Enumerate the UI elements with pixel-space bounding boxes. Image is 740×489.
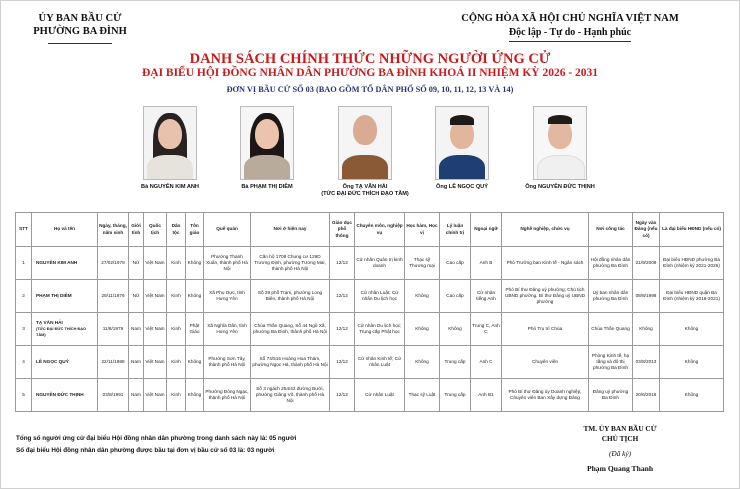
- cell-hometown: Phường Thanh Xuân, thành phố Hà Nội: [204, 247, 251, 280]
- cell-religion: Phật Giáo: [186, 313, 204, 346]
- cell-hometown: Phường Sơn Tây, thành phố Hà Nội: [204, 346, 251, 379]
- cell-degree: Thạc sỹ Thương mại: [405, 247, 440, 280]
- summary-elected: Số đại biểu Hội đồng nhân dân phường được bầu tại đơn vị bầu cử số 03 là: 03 người: [16, 446, 275, 454]
- cell-dob: 11/8/1979: [98, 313, 129, 346]
- cell-education: 12/12: [330, 247, 355, 280]
- candidate-photo: [240, 106, 294, 180]
- candidate-card: [407, 106, 517, 191]
- cell-stt: 2: [16, 280, 32, 313]
- col-header: Tôn giáo: [186, 213, 204, 247]
- signature-title: CHỦ TỊCH: [601, 434, 639, 443]
- cell-hdnd: Đại biểu HĐND phường Ba Đình (nhiệm kỳ 2021-2026): [660, 247, 724, 280]
- candidate-caption: Ông TẠ VĂN HẢI (TỨC ĐẠI ĐỨC THÍCH ĐẠO TÂM): [321, 184, 409, 197]
- cell-party-date: 21/9/2009: [633, 247, 660, 280]
- col-header: Giáo dục phổ thông: [330, 213, 355, 247]
- cell-occupation: Chuyên viên: [502, 346, 589, 379]
- cell-gender: Nữ: [129, 247, 144, 280]
- cell-workplace: Đảng uỷ phường Ba Đình: [589, 379, 633, 412]
- table-row: [16, 280, 724, 313]
- col-header: Nghề nghiệp, chức vụ: [502, 213, 589, 247]
- cell-politics: Trung cấp: [440, 346, 471, 379]
- cell-hdnd: Không: [660, 313, 724, 346]
- document-subtitle: ĐẠI BIỂU HỘI ĐỒNG NHÂN DÂN PHƯỜNG BA ĐÌNH KHOÁ II NHIỆM KỲ 2026 - 2031: [141, 67, 599, 79]
- cell-gender: Nam: [129, 313, 144, 346]
- issuer-line-1: ỦY BAN BẦU CỬ: [38, 13, 122, 24]
- cell-stt: 5: [16, 379, 32, 412]
- cell-ethnic: Kinh: [167, 280, 186, 313]
- cell-politics: Trung cấp: [440, 379, 471, 412]
- cell-language: Anh B1: [471, 379, 502, 412]
- cell-gender: Nam: [129, 379, 144, 412]
- cell-name: NGUYỄN ĐỨC THỊNH: [32, 379, 98, 412]
- cell-ethnic: Kinh: [167, 313, 186, 346]
- cell-specialty: Cử nhân Luật: [355, 379, 405, 412]
- candidate-photos: [130, 106, 610, 206]
- cell-stt: 4: [16, 346, 32, 379]
- summary: [16, 433, 296, 456]
- cell-residence: Số 29 phố Trạm, phường Long Biên, thành phố Hà Nội: [251, 280, 330, 313]
- cell-ethnic: Kinh: [167, 247, 186, 280]
- col-header: Quốc tịch: [144, 213, 167, 247]
- cell-hdnd: Không: [660, 379, 724, 412]
- col-header: Họ và tên: [32, 213, 98, 247]
- cell-nationality: Việt Nam: [144, 346, 167, 379]
- cell-language: Cử nhân tiếng Anh: [471, 280, 502, 313]
- cell-nationality: Việt Nam: [144, 247, 167, 280]
- cell-party-date: Không: [633, 313, 660, 346]
- col-header: Dân tộc: [167, 213, 186, 247]
- summary-total: Tổng số người ứng cử đại biểu Hội đồng nhân dân phường trong danh sách này là: 05 người: [16, 435, 297, 442]
- cell-occupation: Phó Bí thư Đảng ủy Doanh nghiệp, Chuyên viên Ban Xây dựng Đảng: [502, 379, 589, 412]
- cell-dob: 27/02/1979: [98, 247, 129, 280]
- cell-occupation: Phó Trụ trì Chùa: [502, 313, 589, 346]
- issuer-divider: [48, 43, 112, 44]
- issuer-header: [26, 12, 134, 44]
- cell-name: TẠ VĂN HẢI (TỨC ĐẠI ĐỨC THÍCH ĐẠO TÂM): [32, 313, 98, 346]
- cell-specialty: Cử nhân Kinh tế; Cử nhân Luật: [355, 346, 405, 379]
- cell-residence: Chùa Thần Quang, Số 44 Ngũ Xã, phường Ba Đình, thành phố Hà Nội: [251, 313, 330, 346]
- col-header: Quê quán: [204, 213, 251, 247]
- cell-language: Trung C, Anh C: [471, 313, 502, 346]
- cell-dob: 22/11/1988: [98, 346, 129, 379]
- candidate-card: [115, 106, 225, 191]
- cell-religion: Không: [186, 379, 204, 412]
- cell-degree: Thạc sỹ Luật: [405, 379, 440, 412]
- signature-org: TM. ỦY BAN BẦU CỬ: [583, 424, 657, 433]
- cell-stt: 3: [16, 313, 32, 346]
- cell-degree: Không: [405, 346, 440, 379]
- cell-hdnd: Không: [660, 346, 724, 379]
- cell-residence: Căn hộ 1708 Chung cư 129D Trương Định, phường Tương Mai, thành phố Hà Nội: [251, 247, 330, 280]
- cell-education: 12/12: [330, 313, 355, 346]
- col-header: Chuyên môn, nghiệp vụ: [355, 213, 405, 247]
- cell-occupation: Phó Bí thư Đảng uỷ phường, Chủ tịch UBND phường, Bí thư Đảng uỷ UBND phường: [502, 280, 589, 313]
- cell-gender: Nam: [129, 346, 144, 379]
- cell-politics: Cao cấp: [440, 247, 471, 280]
- cell-party-date: 20/6/2016: [633, 379, 660, 412]
- cell-hometown: Xã Phụ Dực, tỉnh Hưng Yên: [204, 280, 251, 313]
- cell-party-date: 03/8/2013: [633, 346, 660, 379]
- col-header: Ngày vào Đảng (nếu có): [633, 213, 660, 247]
- cell-name: PHẠM THỊ DIỄM: [32, 280, 98, 313]
- issuer-line-2: PHƯỜNG BA ĐÌNH: [33, 26, 127, 37]
- col-header: Ngày, tháng, năm sinh: [98, 213, 129, 247]
- table-row: [16, 346, 724, 379]
- cell-workplace: Uỷ ban nhân dân phường Ba Đình: [589, 280, 633, 313]
- election-unit: ĐƠN VỊ BẦU CỬ SỐ 03 (BAO GỒM TỔ DÂN PHỐ SỐ 09, 10, 11, 12, 13 VÀ 14): [226, 85, 514, 94]
- col-header: Nơi công tác: [589, 213, 633, 247]
- col-header: Ngoại ngữ: [471, 213, 502, 247]
- national-motto: Độc lập - Tự do - Hạnh phúc: [509, 26, 631, 42]
- cell-name: NGUYỄN KIM ANH: [32, 247, 98, 280]
- col-header: Học hàm, Học vị: [405, 213, 440, 247]
- cell-workplace: Chùa Thần Quang: [589, 313, 633, 346]
- cell-degree: Không: [405, 280, 440, 313]
- candidate-caption: Ông LÊ NGỌC QUÝ: [436, 184, 488, 190]
- cell-hometown: Xã Nghĩa Dân, tỉnh Hưng Yên: [204, 313, 251, 346]
- cell-dob: 03/8/1991: [98, 379, 129, 412]
- cell-nationality: Việt Nam: [144, 313, 167, 346]
- candidate-card: [505, 106, 615, 191]
- col-header: Là đại biểu HĐND (nếu có): [660, 213, 724, 247]
- cell-hometown: Phường Đông Ngạc, thành phố Hà Nội: [204, 379, 251, 412]
- candidate-photo: [338, 106, 392, 180]
- cell-party-date: 08/8/1998: [633, 280, 660, 313]
- cell-degree: Không: [405, 313, 440, 346]
- candidate-table: [15, 212, 724, 412]
- table-header-row: [16, 213, 724, 247]
- cell-religion: Không: [186, 247, 204, 280]
- signature-block: [560, 424, 680, 474]
- col-header: Nơi ở hiện nay: [251, 213, 330, 247]
- candidate-caption: Bà NGUYỄN KIM ANH: [141, 184, 199, 190]
- candidate-photo: [435, 106, 489, 180]
- cell-name: LÊ NGỌC QUÝ: [32, 346, 98, 379]
- cell-gender: Nữ: [129, 280, 144, 313]
- col-header: Giới tính: [129, 213, 144, 247]
- cell-religion: Không: [186, 280, 204, 313]
- candidate-photo: [533, 106, 587, 180]
- cell-language: Anh B: [471, 247, 502, 280]
- cell-hdnd: Đại biểu HĐND quận Ba Đình (nhiệm kỳ 2016-2021): [660, 280, 724, 313]
- cell-residence: Số 74/515 Hoàng Hoa Thám, phường Ngọc Hà, thành phố Hà Nội: [251, 346, 330, 379]
- cell-education: 12/12: [330, 346, 355, 379]
- cell-workplace: Hội đồng nhân dân phường Ba Đình: [589, 247, 633, 280]
- cell-politics: Không: [440, 313, 471, 346]
- national-name: CỘNG HÒA XÃ HỘI CHỦ NGHĨA VIỆT NAM: [461, 13, 679, 24]
- cell-workplace: Phòng Kinh tế, hạ tầng và đô thị phường Ba Đình: [589, 346, 633, 379]
- candidate-card: [310, 106, 420, 198]
- national-header: [420, 12, 720, 42]
- cell-specialty: Cử nhân Quản trị kinh doanh: [355, 247, 405, 280]
- cell-politics: Cao cấp: [440, 280, 471, 313]
- candidate-caption: Ông NGUYỄN ĐỨC THỊNH: [525, 184, 595, 190]
- cell-dob: 29/11/1976: [98, 280, 129, 313]
- candidate-photo: [143, 106, 197, 180]
- cell-education: 12/12: [330, 280, 355, 313]
- cell-occupation: Phó Trưởng ban Kinh tế - Ngân sách: [502, 247, 589, 280]
- cell-ethnic: Kinh: [167, 346, 186, 379]
- signature-signed: (Đã ký): [608, 449, 632, 458]
- cell-religion: Không: [186, 346, 204, 379]
- cell-nationality: Việt Nam: [144, 280, 167, 313]
- col-header: Lý luận chính trị: [440, 213, 471, 247]
- cell-language: Anh C: [471, 346, 502, 379]
- cell-nationality: Việt Nam: [144, 379, 167, 412]
- cell-specialty: Cử nhân Luật; Cử nhân Du lịch học: [355, 280, 405, 313]
- cell-residence: Số 3 ngách 254/42 đường Bưởi, phường Giảng Võ, thành phố Hà Nội: [251, 379, 330, 412]
- table-row: [16, 247, 724, 280]
- col-header: STT: [16, 213, 32, 247]
- candidate-card: [212, 106, 322, 191]
- candidate-caption: Bà PHẠM THỊ DIỄM: [241, 184, 293, 190]
- cell-specialty: Cử nhân Du lịch học; Trung cấp Phật học: [355, 313, 405, 346]
- document-title: DANH SÁCH CHÍNH THỨC NHỮNG NGƯỜI ỨNG CỬ: [189, 51, 551, 67]
- table-row: [16, 379, 724, 412]
- signature-name: Phạm Quang Thanh: [586, 464, 654, 473]
- cell-ethnic: Kinh: [167, 379, 186, 412]
- cell-stt: 1: [16, 247, 32, 280]
- cell-education: 12/12: [330, 379, 355, 412]
- table-row: [16, 313, 724, 346]
